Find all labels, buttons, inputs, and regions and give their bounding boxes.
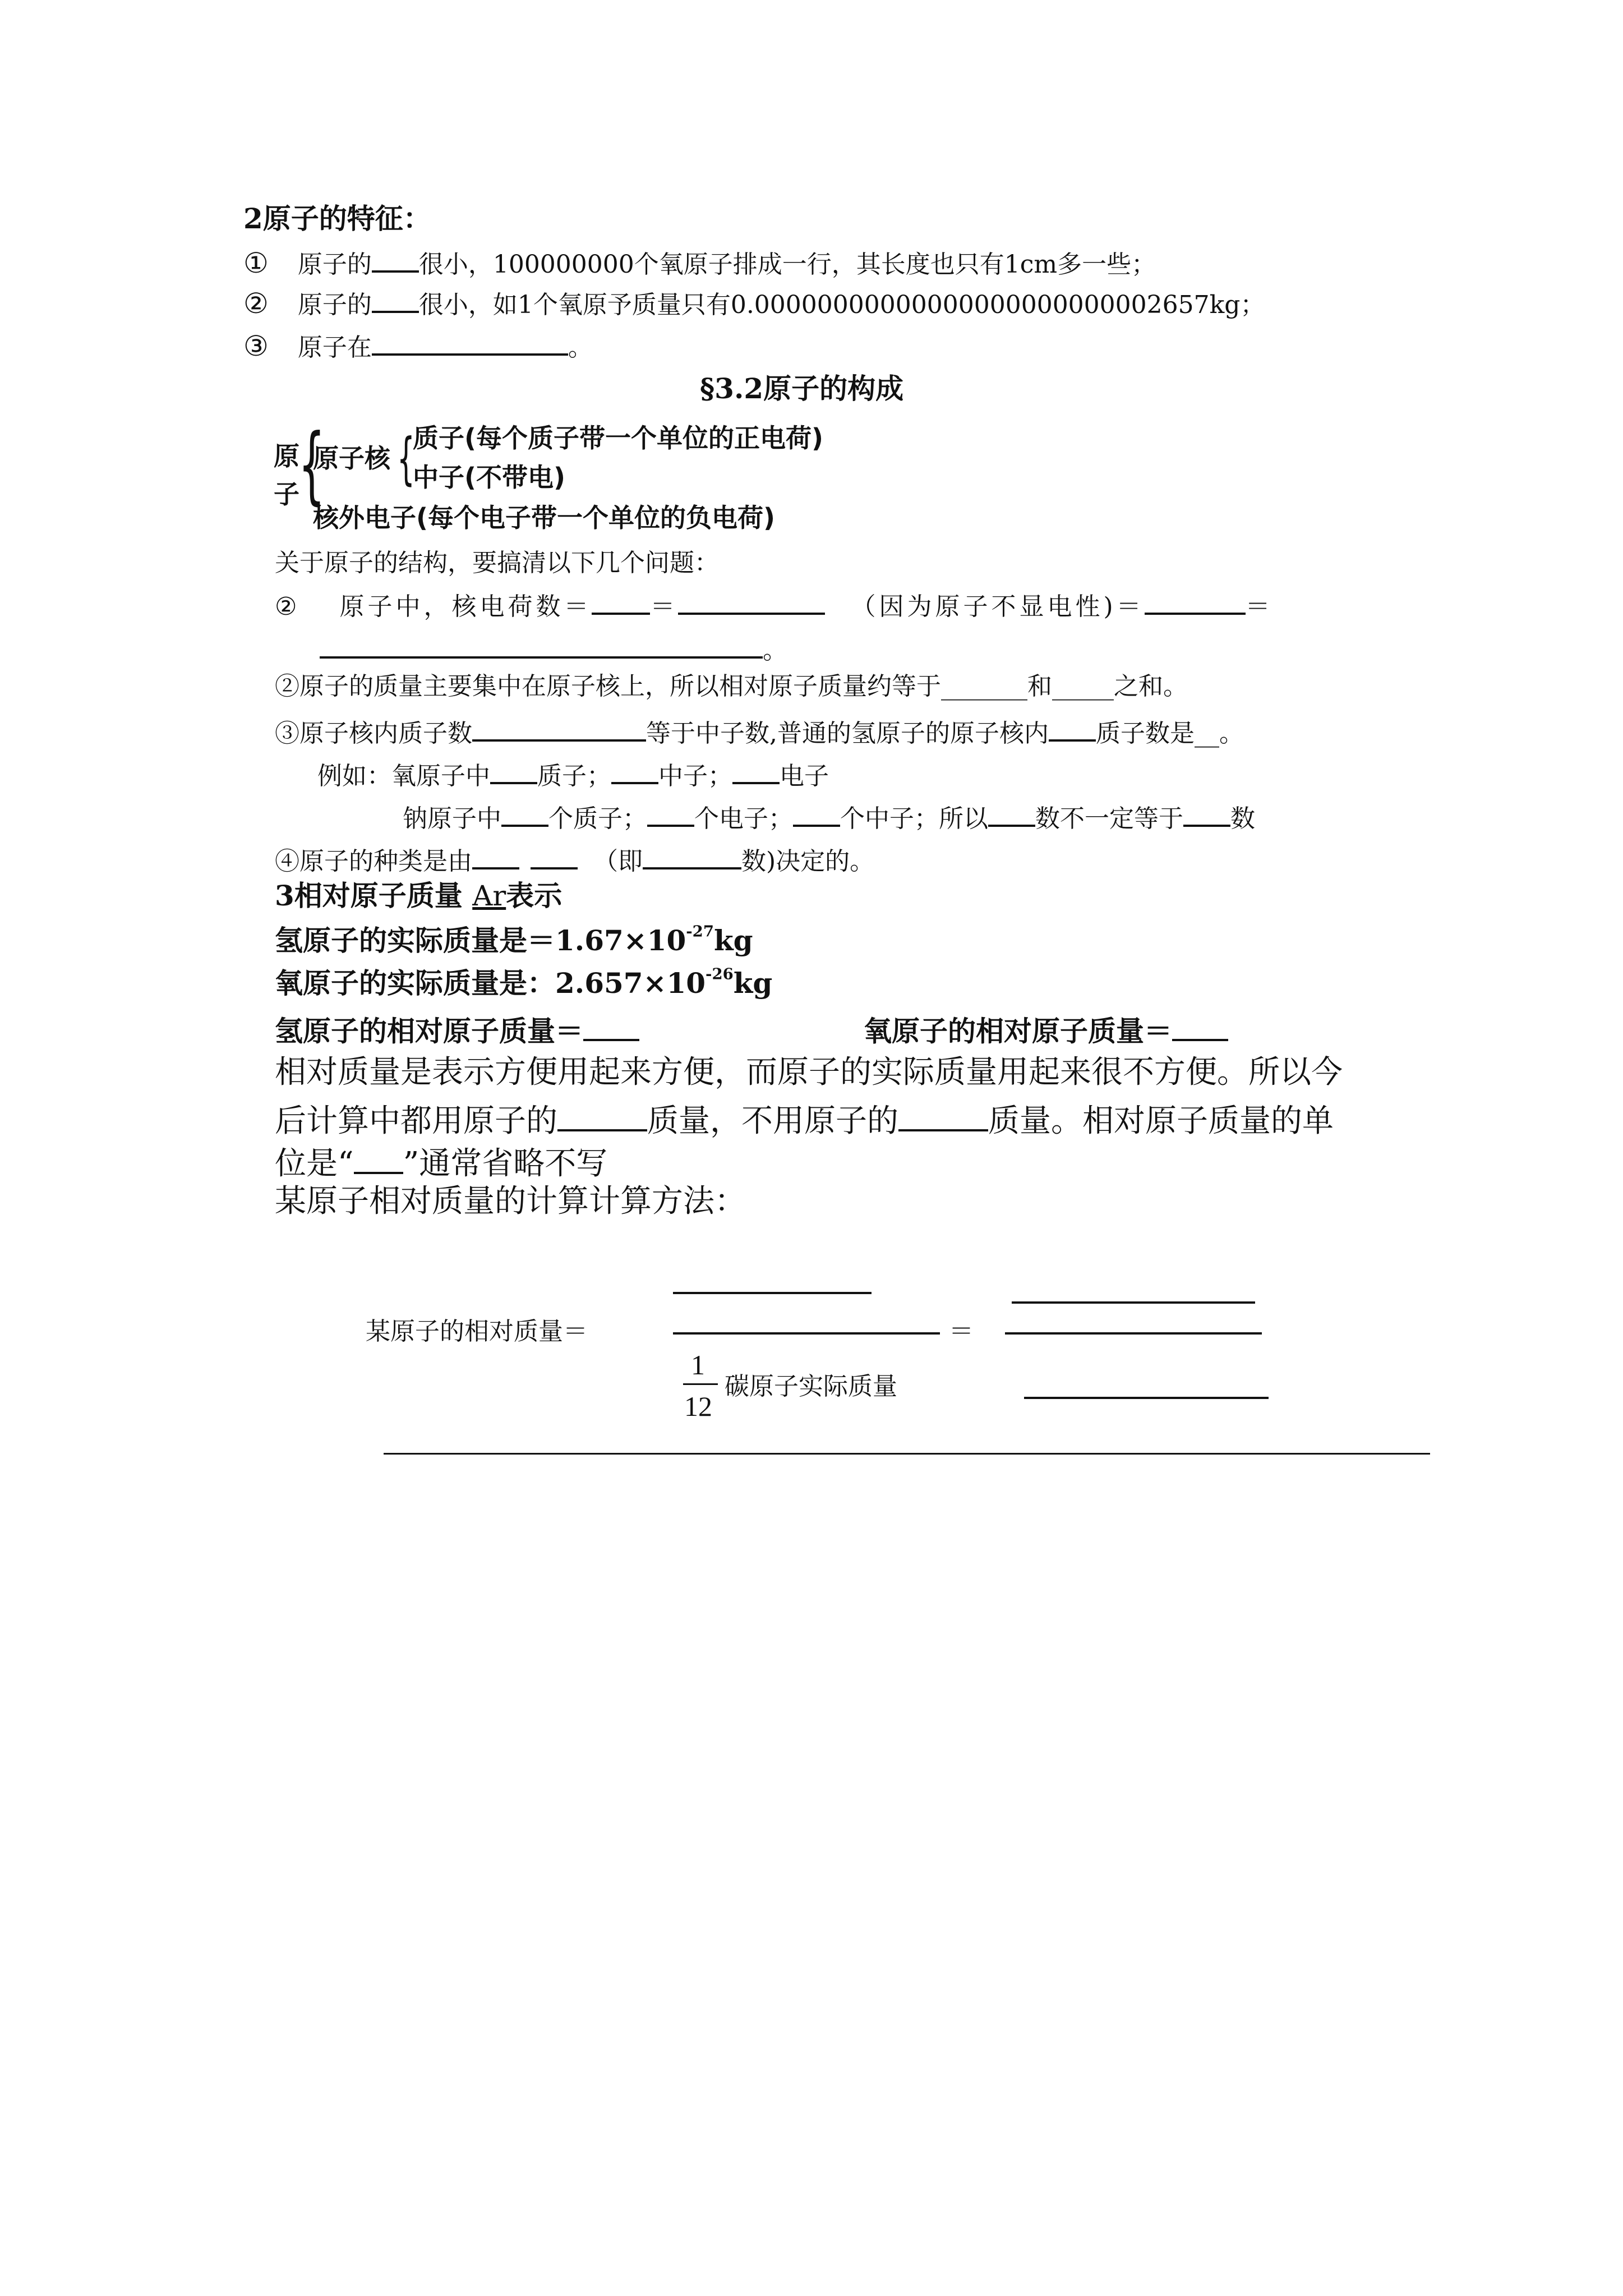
twelfth-numerator: 1 (691, 1349, 705, 1381)
q3-text: 等于中子数,普通的氢原子的原子核内 (646, 719, 1049, 748)
mass-unit: kg (733, 967, 773, 1000)
q1-text: ＝ (650, 592, 679, 621)
ex-text: 中子； (658, 761, 732, 790)
section-2-heading: 2原子的特征： (243, 202, 431, 235)
bottom-rule (384, 1453, 1430, 1455)
q3-blank[interactable]: __ (1195, 719, 1219, 748)
question-3 (275, 716, 1244, 746)
ex-text: 个电子； (694, 804, 793, 833)
answer-blank[interactable] (611, 758, 658, 784)
denominator (682, 1350, 962, 1428)
mass-exponent: -27 (686, 922, 714, 941)
feature-item-3 (243, 330, 593, 360)
ar-symbol: Ar (472, 880, 506, 912)
nucleus-label: 原子核 (313, 443, 390, 473)
answer-blank[interactable] (1183, 801, 1230, 827)
carbon-mass-text: 碳原子实际质量 (725, 1372, 897, 1401)
answer-blank[interactable] (372, 247, 419, 273)
rel-mass-text: 氧原子的相对原子质量＝ (864, 1014, 1172, 1048)
answer-blank[interactable] (501, 801, 548, 827)
q1-text: 。 (763, 636, 787, 665)
q2-text: 之和。 (1114, 672, 1188, 701)
twelfth-bar (683, 1383, 718, 1385)
answer-blank[interactable] (320, 633, 763, 659)
outer-brace: { (298, 416, 325, 514)
ex-text: 质子； (537, 761, 611, 790)
section-3-heading (275, 879, 562, 912)
question-1 (275, 589, 1274, 619)
answer-blank[interactable] (557, 1099, 647, 1131)
q2-text: ②原子的质量主要集中在原子核上，所以相对原子质量约等于 (275, 672, 941, 701)
item-text: 很小，100000000个氧原子排成一行，其长度也只有1cm多一些； (418, 250, 1156, 279)
q1-text: 原子中，核电荷数＝ (339, 592, 592, 621)
q4-text: ④原子的种类是由 (275, 846, 472, 876)
mass-text: 氧原子的实际质量是：2.657×10 (275, 967, 706, 1000)
item-text: 原子的 (297, 290, 372, 319)
atom-label-1: 原 (274, 441, 299, 471)
o-relative-mass (864, 1012, 1228, 1046)
q3-text: ③原子核内质子数 (275, 719, 472, 748)
atom-structure-diagram (269, 416, 920, 544)
answer-blank[interactable] (988, 801, 1035, 827)
answer-blank[interactable] (678, 589, 825, 615)
question-1-cont (320, 633, 787, 663)
answer-blank[interactable] (1172, 1012, 1228, 1041)
neutron-label: 中子(不带电) (413, 462, 566, 493)
structure-intro: 关于原子的结构，要搞清以下几个问题： (275, 549, 719, 577)
q2-text: 和 (1027, 672, 1052, 701)
mass-exponent: -26 (706, 965, 734, 983)
explanation-line-1: 相对质量是表示方便用起来方便，而原子的实际质量用起来很不方便。所以今 (275, 1054, 1343, 1091)
item-marker: ② (243, 287, 269, 320)
twelfth-denominator: 12 (684, 1391, 712, 1422)
h-relative-mass (275, 1012, 639, 1046)
question-4 (275, 844, 874, 874)
para-text: 后计算中都用原子的 (275, 1103, 557, 1140)
explanation-line-3 (275, 1142, 607, 1180)
answer-blank[interactable] (372, 330, 568, 356)
ex-text: 个质子； (548, 804, 647, 833)
q3-text: 质子数是 (1096, 719, 1195, 748)
numerator-blank[interactable] (673, 1292, 872, 1294)
fraction-bar (673, 1332, 940, 1335)
o-actual-mass (275, 965, 773, 1000)
item-marker: ③ (243, 329, 269, 362)
q4-text: （即 (593, 846, 643, 876)
answer-blank[interactable] (354, 1142, 403, 1174)
section-32-heading: §3.2原子的构成 (700, 372, 904, 405)
para-text: 位是“ (275, 1145, 354, 1182)
q1-text: ② (275, 592, 301, 621)
mass-unit: kg (713, 924, 753, 957)
formula-equals: ＝ (949, 1317, 974, 1346)
item-text: 很小，如1个氧原予质量只有0.00000000000000000000000002657kg； (418, 290, 1265, 319)
answer-blank[interactable] (643, 844, 741, 869)
para-text: ”通常省略不写 (403, 1145, 608, 1182)
result-fraction-bar (1005, 1332, 1262, 1335)
answer-blank[interactable] (898, 1099, 988, 1131)
electron-label: 核外电子(每个电子带一个单位的负电荷) (313, 503, 776, 533)
example-oxygen (317, 758, 829, 789)
question-2 (275, 674, 1188, 699)
q1-text: ＝ (1245, 592, 1274, 621)
para-text: 质量。相对原子质量的单 (988, 1103, 1334, 1140)
inner-brace: { (397, 426, 415, 491)
answer-blank[interactable] (732, 758, 780, 784)
answer-blank[interactable] (583, 1012, 639, 1041)
answer-blank[interactable] (592, 589, 650, 615)
answer-blank[interactable] (1145, 589, 1246, 615)
rel-mass-text: 氢原子的相对原子质量＝ (275, 1014, 583, 1048)
q4-text: 数)决定的。 (741, 846, 875, 876)
ex-text: 数 (1230, 804, 1255, 833)
answer-blank[interactable] (793, 801, 840, 827)
result-denominator-blank[interactable] (1024, 1397, 1269, 1399)
para-text: 质量，不用原子的 (647, 1103, 898, 1140)
answer-blank[interactable] (531, 844, 578, 869)
example-sodium (403, 801, 1255, 831)
answer-blank[interactable] (1049, 716, 1096, 742)
item-marker: ① (243, 246, 269, 279)
feature-item-2 (243, 287, 1265, 318)
ex-text: 例如：氧原子中 (317, 761, 490, 790)
q2-blank[interactable]: _____ (1052, 672, 1114, 701)
formula-lhs: 某原子的相对质量＝ (366, 1317, 588, 1346)
result-numerator-blank[interactable] (1012, 1301, 1255, 1304)
answer-blank[interactable] (490, 758, 537, 784)
answer-blank[interactable] (647, 801, 694, 827)
atom-label-2: 子 (274, 479, 299, 509)
ex-text: 个中子；所以 (840, 804, 988, 833)
answer-blank[interactable] (472, 716, 646, 742)
feature-item-1 (243, 247, 1156, 277)
calculation-method: 某原子相对质量的计算计算方法： (275, 1183, 746, 1220)
ex-text: 电子 (780, 761, 829, 790)
section-3-title: 3相对原子质量 (275, 879, 463, 912)
item-text: 。 (568, 333, 593, 362)
answer-blank[interactable] (372, 287, 419, 313)
ex-text: 钠原子中 (403, 804, 501, 833)
ex-text: 数不一定等于 (1035, 804, 1183, 833)
proton-label: 质子(每个质子带一个单位的正电荷) (413, 423, 824, 453)
mass-text: 氢原子的实际质量是＝1.67×10 (275, 924, 686, 957)
h-actual-mass (275, 922, 753, 957)
section-3-title-end: 表示 (506, 879, 562, 912)
explanation-line-2 (275, 1099, 1334, 1140)
answer-blank[interactable] (472, 844, 519, 869)
q3-text: 。 (1219, 719, 1244, 748)
q1-text: （因为原子不显电性)＝ (851, 592, 1145, 621)
item-text: 原子在 (297, 333, 372, 362)
q2-blank[interactable]: _______ (941, 672, 1027, 701)
item-text: 原子的 (297, 250, 372, 279)
